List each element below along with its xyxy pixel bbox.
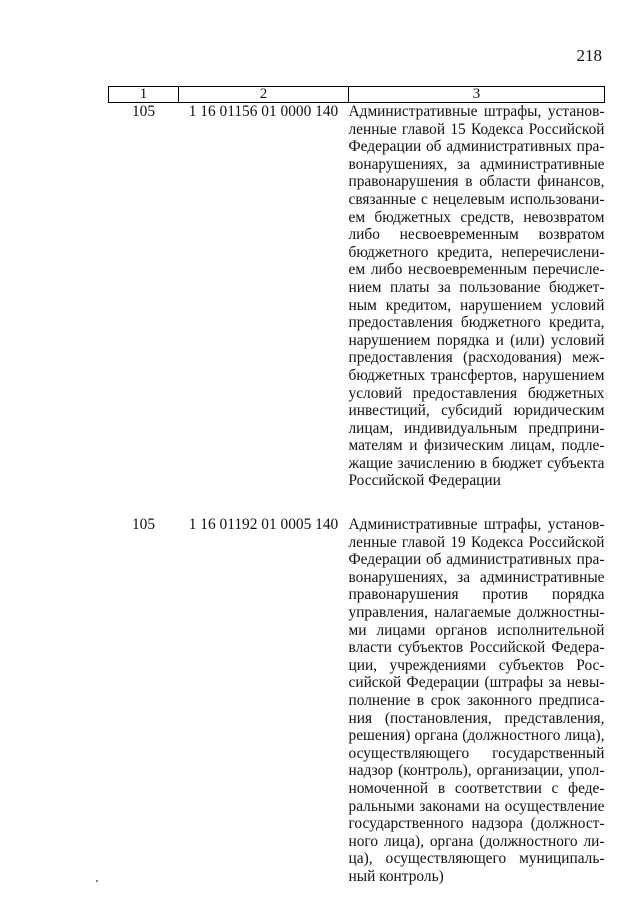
income-description <box>349 516 605 885</box>
description-line: мателям и физическим лицам, подле- <box>348 437 605 455</box>
description-line: вонарушениях, за административные <box>348 155 605 173</box>
scan-speck <box>96 880 98 882</box>
description-line: надзор (контроль), организации, упол- <box>348 762 605 780</box>
description-line: управления, налагаемые должностны- <box>348 604 605 622</box>
description-line: лицам, индивидуальным предприни- <box>348 419 605 437</box>
row-spacer <box>109 490 605 516</box>
description-line: инвестиций, субсидий юридическим <box>348 402 605 420</box>
description-line: ного лица), органа (должностного ли- <box>348 832 605 850</box>
description-line: Федерации об административных пра- <box>348 551 605 569</box>
description-line: сийской Федерации (штрафы за невы- <box>348 674 605 692</box>
description-line: номоченной в соответствии с феде- <box>348 779 605 797</box>
description-line: связанные с нецелевым использовани- <box>348 190 605 208</box>
description-line: либо несвоевременным возвратом <box>348 226 605 244</box>
description-line: ный контроль) <box>348 867 444 885</box>
description-line: решения) органа (должностного лица), <box>348 727 605 745</box>
description-line: полнение в срок законного предписа- <box>348 692 605 709</box>
description-lines <box>349 516 605 885</box>
budget-code-table <box>108 86 605 886</box>
description-line: ми лицами органов исполнительной <box>348 621 605 639</box>
header-col-1: 1 <box>109 87 179 103</box>
description-line: Административные штрафы, установ- <box>348 103 605 120</box>
description-line: нием платы за пользование бюджет- <box>348 278 605 296</box>
description-line: нарушением порядка и (или) условий <box>348 331 605 349</box>
description-line: ции, учреждениями субъектов Рос- <box>348 656 605 674</box>
description-line: условий предоставления бюджетных <box>348 384 605 402</box>
description-line: Административные штрафы, установ- <box>348 516 605 534</box>
budget-classification-code: 1 16 01192 01 0005 140 <box>188 516 339 534</box>
description-line: ленные главой 15 Кодекса Российской <box>348 120 605 138</box>
table-row <box>109 516 605 885</box>
description-line: Федерации об административных пра- <box>348 138 605 156</box>
table-row <box>109 103 605 491</box>
description-line: жащие зачислению в бюджет субъекта <box>348 454 605 472</box>
header-col-3: 3 <box>349 87 605 103</box>
page-number: 218 <box>576 46 602 65</box>
description-line: правонарушения против порядка <box>348 586 605 604</box>
description-line: ем либо несвоевременным перечисле- <box>348 261 605 279</box>
admin-code: 105 <box>131 103 156 120</box>
description-line: бюджетных трансфертов, нарушением <box>348 366 605 384</box>
description-line: государственного надзора (должност- <box>348 815 605 833</box>
description-line: бюджетного кредита, неперечислени- <box>348 243 605 261</box>
description-line: предоставления (расходования) меж- <box>348 349 605 367</box>
description-line: ца), осуществляющего муниципаль- <box>348 850 605 868</box>
description-line: ленные главой 19 Кодекса Российской <box>348 533 605 551</box>
header-col-2: 2 <box>179 87 349 103</box>
description-line: предоставления бюджетного кредита, <box>348 314 605 332</box>
header-row <box>109 87 605 103</box>
budget-classification-code: 1 16 01156 01 0000 140 <box>188 103 339 120</box>
description-line: осуществляющего государственный <box>348 744 605 762</box>
admin-code: 105 <box>131 516 156 534</box>
description-line: Российской Федерации <box>348 472 501 490</box>
description-line: ральными законами на осуществление <box>348 797 605 815</box>
description-line: ния (постановления, представления, <box>348 709 605 727</box>
description-line: ем бюджетных средств, невозвратом <box>348 208 605 226</box>
description-lines <box>349 103 605 490</box>
description-line: правонарушения в области финансов, <box>348 173 605 191</box>
description-line: вонарушениях, за административные <box>348 568 605 586</box>
description-line: власти субъектов Российской Федера- <box>348 639 605 657</box>
income-description <box>349 103 605 491</box>
description-line: ным кредитом, нарушением условий <box>348 296 605 314</box>
